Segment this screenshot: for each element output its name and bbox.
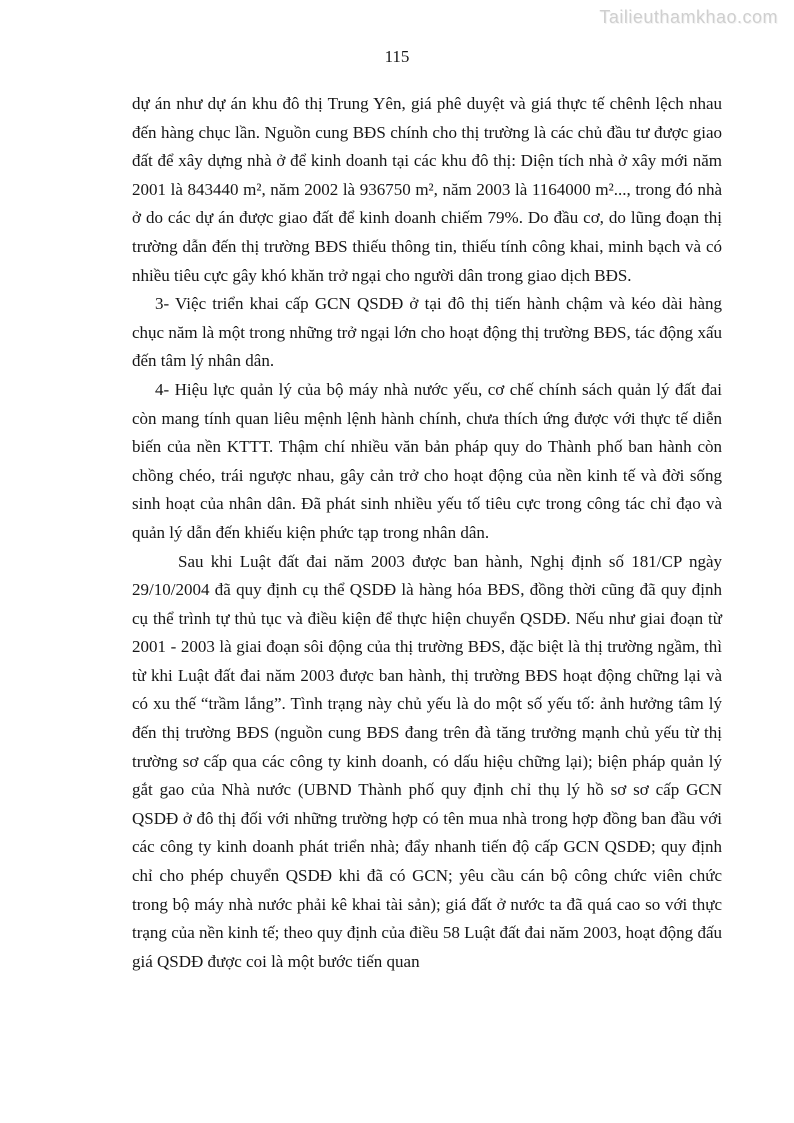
- paragraph-item-4: 4- Hiệu lực quản lý của bộ máy nhà nước yếu, cơ chế chính sách quản lý đất đai còn mang tính quan liêu mệnh lệnh hành chính, chưa thích ứng được với thực tế diễn biến của nền KTTT. Thậm chí nhiều văn bản pháp quy do Thành phố ban hành còn chồng chéo, trái ngược nhau, gây cản trở cho hoạt động của nền kinh tế và đời sống sinh hoạt của nhân dân. Đã phát sinh nhiều yếu tố tiêu cực trong công tác chỉ đạo và quản lý dẫn đến khiếu kiện phức tạp trong nhân dân.: [132, 379, 722, 542]
- paragraph-item-3: 3- Việc triển khai cấp GCN QSDĐ ở tại đô thị tiến hành chậm và kéo dài hàng chục năm là một trong những trở ngại lớn cho hoạt động thị trường BĐS, tác động xấu đến tâm lý nhân dân.: [132, 294, 722, 371]
- watermark: Tailieuthamkhao.com: [599, 7, 778, 27]
- paragraph-law-2003: Sau khi Luật đất đai năm 2003 được ban hành, Nghị định số 181/CP ngày 29/10/2004 đã quy định cụ thể QSDĐ là hàng hóa BĐS, đồng thời cũng đã quy định cụ thể trình tự thủ tục và điều kiện để thực hiện chuyển QSDĐ. Nếu như giai đoạn từ 2001 - 2003 là giai đoạn sôi động của thị trường BĐS, đặc biệt là thị trường ngầm, thì từ khi Luật đất đai năm 2003 được ban hành, thị trường BĐS hoạt động chững lại và có xu thế “trầm lắng”. Tình trạng này chủ yếu là do một số yếu tố: ảnh hưởng tâm lý đến thị trường BĐS (nguồn cung BĐS đang trên đà tăng trưởng mạnh chủ yếu từ thị trường sơ cấp qua các công ty kinh doanh, có dấu hiệu chững lại); biện pháp quản lý gắt gao của Nhà nước (UBND Thành phố quy định chỉ thụ lý hồ sơ sơ cấp GCN QSDĐ ở đô thị đối với những trường hợp có tên mua nhà trong hợp đồng ban đầu với các công ty kinh doanh phát triển nhà; đẩy nhanh tiến độ cấp GCN QSDĐ; quy định chỉ cho phép chuyển QSDĐ khi đã có GCN; yêu cầu cán bộ công chức viên chức trong bộ máy nhà nước phải kê khai tài sản); giá đất ở nước ta đã quá cao so với thực trạng của nền kinh tế; theo quy định của điều 58 Luật đất đai năm 2003, hoạt động đấu giá QSDĐ được coi là một bước tiến quan: [132, 551, 722, 971]
- paragraph-continuation: dự án như dự án khu đô thị Trung Yên, giá phê duyệt và giá thực tế chênh lệch nhau đến hàng chục lần. Nguồn cung BĐS chính cho thị trường là các chủ đầu tư được giao đất để xây dựng nhà ở để kinh doanh tại các khu đô thị: Diện tích nhà ở xây mới năm 2001 là 843440 m², năm 2002 là 936750 m², năm 2003 là 1164000 m²..., trong đó nhà ở do các dự án được giao đất để kinh doanh chiếm 79%. Do đầu cơ, do lũng đoạn thị trường dẫn đến thị trường BĐS thiếu thông tin, thiếu tính công khai, minh bạch và có nhiều tiêu cực gây khó khăn trở ngại cho người dân trong giao dịch BĐS.: [132, 94, 722, 285]
- page-number: 115: [384, 47, 410, 66]
- document-body: [132, 90, 722, 976]
